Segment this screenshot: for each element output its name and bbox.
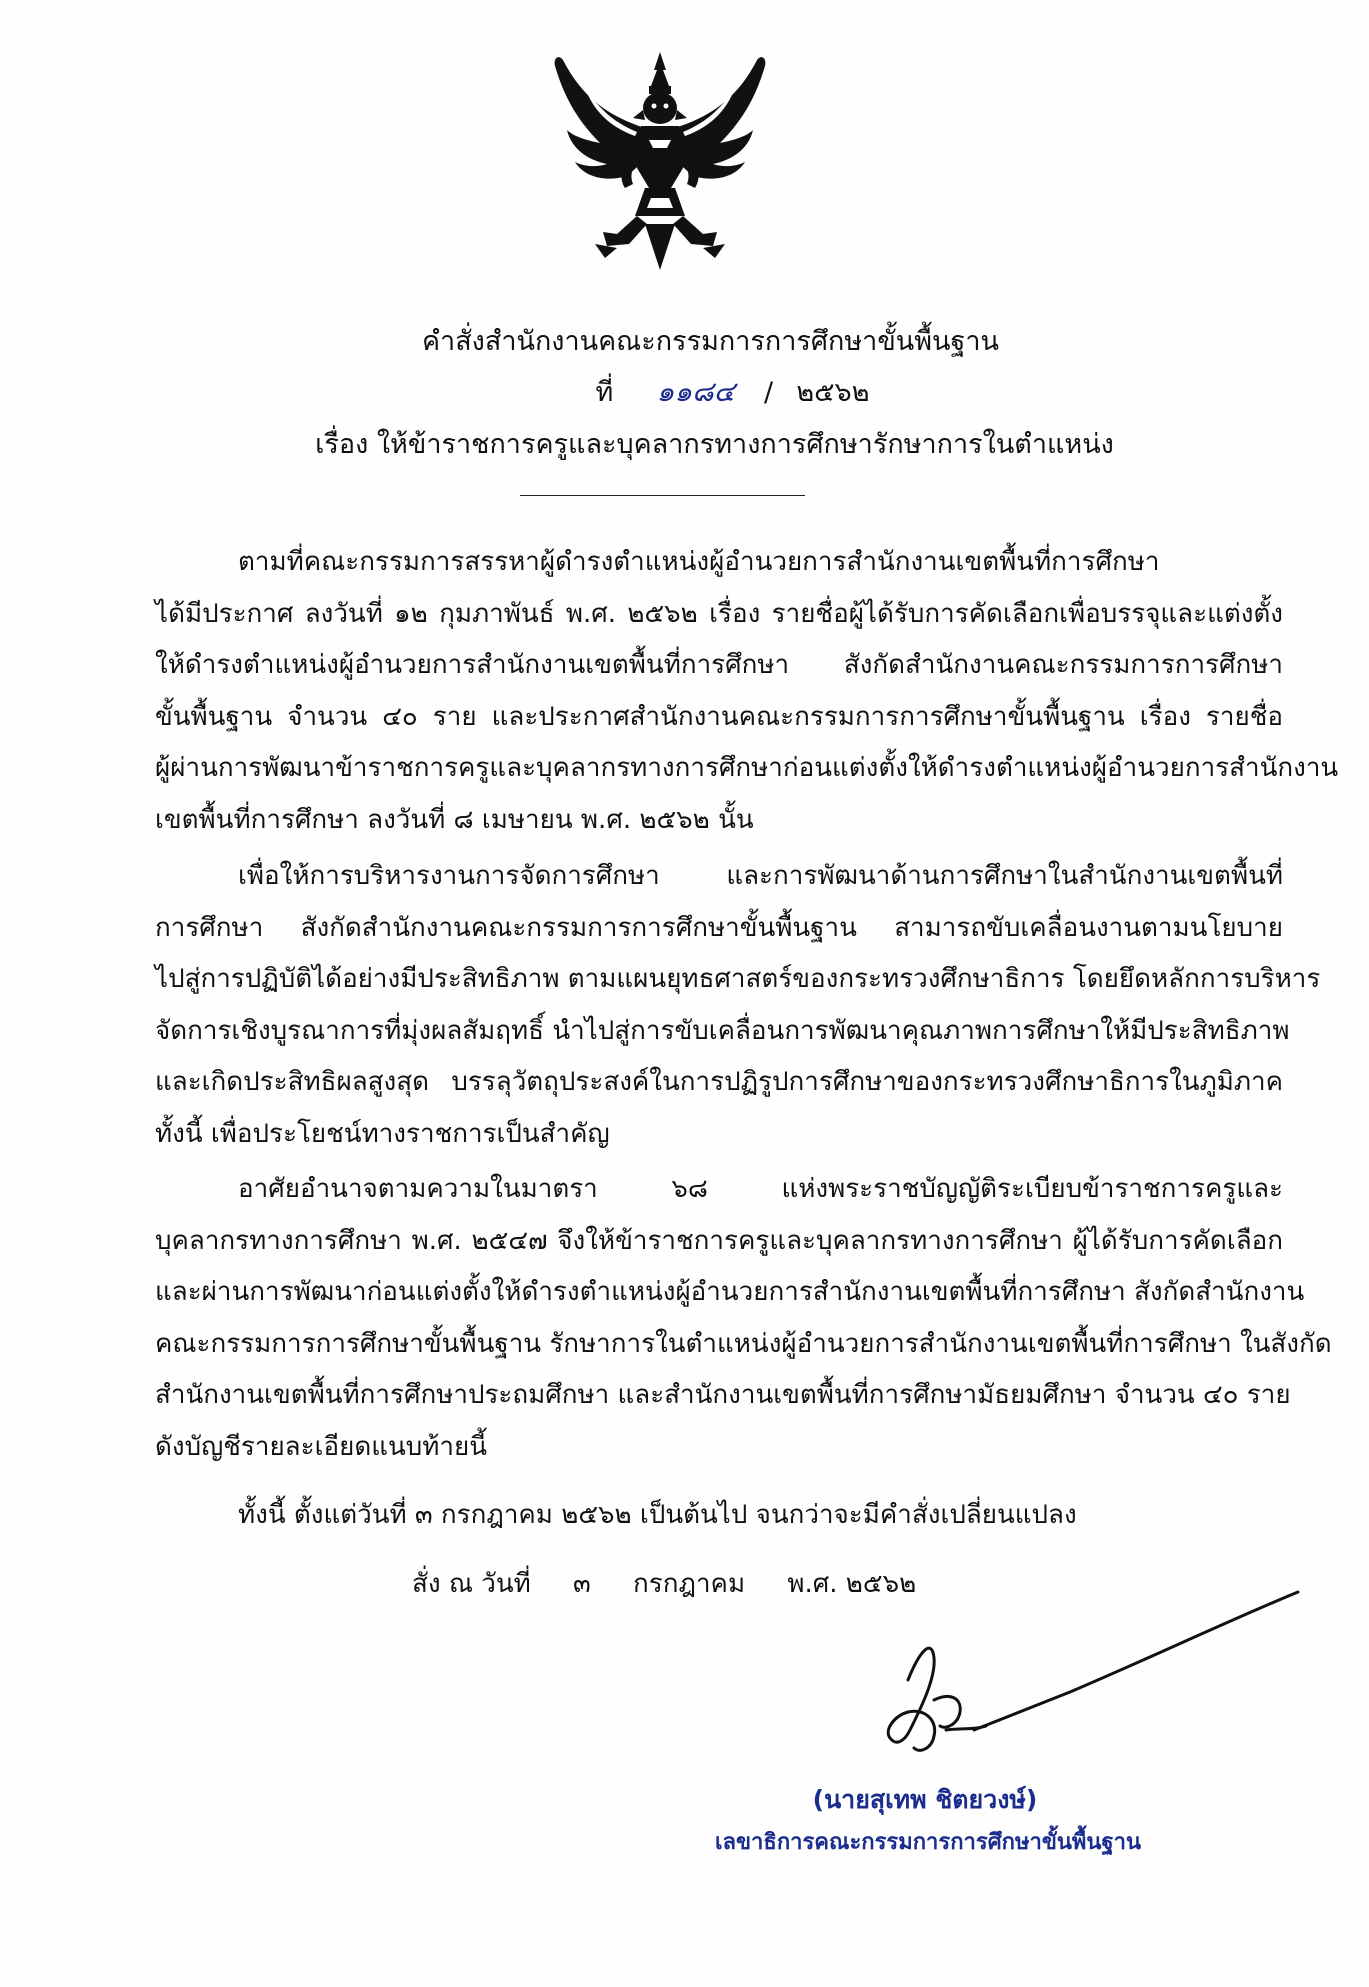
- signer-name: (นายสุเทพ ชิตยวงษ์): [812, 1785, 1038, 1814]
- paragraph-line: เพื่อให้การบริหารงานการจัดการศึกษา และการพัฒนาด้านการศึกษาในสำนักงานเขตพื้นที่: [238, 861, 1283, 891]
- header-divider: [520, 495, 805, 496]
- paragraph-line: และผ่านการพัฒนาก่อนแต่งตั้งให้ดำรงตำแหน่งผู้อำนวยการสำนักงานเขตพื้นที่การศึกษา สังกัดสำนักงาน: [155, 1277, 1305, 1307]
- paragraph-3: [155, 1164, 1332, 1473]
- order-number-separator: /: [764, 377, 774, 408]
- handwritten-signature: [850, 1580, 1300, 1770]
- paragraph-line: จัดการเชิงบูรณาการที่มุ่งผลสัมฤทธิ์ นำไปสู่การขับเคลื่อนการพัฒนาคุณภาพการศึกษาให้มีประสิทธิภาพ: [155, 1015, 1290, 1046]
- paragraph-line: ไปสู่การปฏิบัติได้อย่างมีประสิทธิภาพ ตามแผนยุทธศาสตร์ของกระทรวงศึกษาธิการ โดยยึดหลักการบริหาร: [155, 964, 1321, 994]
- paragraph-line: ได้มีประกาศ ลงวันที่ ๑๒ กุมภาพันธ์ พ.ศ. ๒๕๖๒ เรื่อง รายชื่อผู้ได้รับการคัดเลือกเพื่อบรรจุและแต่งตั้ง: [155, 598, 1283, 629]
- paragraph-line: บุคลากรทางการศึกษา พ.ศ. ๒๕๔๗ จึงให้ข้าราชการครูและบุคลากรทางการศึกษา ผู้ได้รับการคัดเลือก: [155, 1225, 1283, 1256]
- paragraph-line: ทั้งนี้ เพื่อประโยชน์ทางราชการเป็นสำคัญ: [155, 1118, 610, 1149]
- order-number-prefix: ที่: [595, 377, 614, 408]
- order-date-month: กรกฎาคม: [633, 1569, 746, 1599]
- paragraph-line: อาศัยอำนาจตามความในมาตรา ๖๘ แห่งพระราชบัญญัติระเบียบข้าราชการครูและ: [238, 1174, 1283, 1204]
- paragraph-line: สำนักงานเขตพื้นที่การศึกษาประถมศึกษา และสำนักงานเขตพื้นที่การศึกษามัธยมศึกษา จำนวน ๔๐ ราย: [155, 1380, 1291, 1410]
- paragraph-line: และเกิดประสิทธิผลสูงสุด บรรลุวัตถุประสงค์ในการปฏิรูปการศึกษาของกระทรวงศึกษาธิการในภูมิภาค: [155, 1067, 1283, 1097]
- paragraph-line: เขตพื้นที่การศึกษา ลงวันที่ ๘ เมษายน พ.ศ. ๒๕๖๒ นั้น: [155, 804, 754, 835]
- signer-position: เลขาธิการคณะกรรมการการศึกษาขั้นพื้นฐาน: [715, 1830, 1141, 1855]
- order-date-year: พ.ศ. ๒๕๖๒: [787, 1569, 917, 1599]
- paragraph-line: ขั้นพื้นฐาน จำนวน ๔๐ ราย และประกาศสำนักงานคณะกรรมการการศึกษาขั้นพื้นฐาน เรื่อง รายชื่อ: [155, 701, 1283, 732]
- order-subject-label: เรื่อง: [315, 429, 369, 460]
- order-number-line: [48, 372, 1369, 413]
- order-subject: [30, 425, 1369, 465]
- garuda-emblem-icon: [545, 48, 775, 273]
- order-title-text: คำสั่งสำนักงานคณะกรรมการการศึกษาขั้นพื้นฐาน: [421, 326, 1000, 357]
- order-date-label: สั่ง ณ วันที่: [412, 1569, 531, 1599]
- paragraph-line: คณะกรรมการการศึกษาขั้นพื้นฐาน รักษาการในตำแหน่งผู้อำนวยการสำนักงานเขตพื้นที่การศึกษา ในสังกัด: [155, 1328, 1332, 1359]
- paragraph-line: ให้ดำรงตำแหน่งผู้อำนวยการสำนักงานเขตพื้นที่การศึกษา สังกัดสำนักงานคณะกรรมการการศึกษา: [155, 650, 1283, 680]
- paragraph-line: การศึกษา สังกัดสำนักงานคณะกรรมการการศึกษาขั้นพื้นฐาน สามารถขับเคลื่อนงานตามนโยบาย: [155, 912, 1283, 943]
- order-date-day: ๓: [573, 1569, 591, 1599]
- order-number: ๑๑๘๔: [656, 375, 735, 408]
- order-title: [26, 322, 1369, 362]
- paragraph-1: [155, 537, 1339, 846]
- paragraph-line: ผู้ผ่านการพัฒนาข้าราชการครูและบุคลากรทางการศึกษาก่อนแต่งตั้งให้ดำรงตำแหน่งผู้อำนวยการสำนักงาน: [155, 753, 1339, 783]
- paragraph-line: ดังบัญชีรายละเอียดแนบท้ายนี้: [155, 1431, 487, 1462]
- order-subject-text: ให้ข้าราชการครูและบุคลากรทางการศึกษารักษาการในตำแหน่ง: [376, 429, 1114, 460]
- paragraph-2: [155, 851, 1321, 1160]
- order-year: ๒๕๖๒: [796, 377, 870, 408]
- effective-date-statement: ทั้งนี้ ตั้งแต่วันที่ ๓ กรกฎาคม ๒๕๖๒ เป็นต้นไป จนกว่าจะมีคำสั่งเปลี่ยนแปลง: [238, 1500, 1077, 1530]
- paragraph-line: ตามที่คณะกรรมการสรรหาผู้ดำรงตำแหน่งผู้อำนวยการสำนักงานเขตพื้นที่การศึกษา: [238, 547, 1160, 577]
